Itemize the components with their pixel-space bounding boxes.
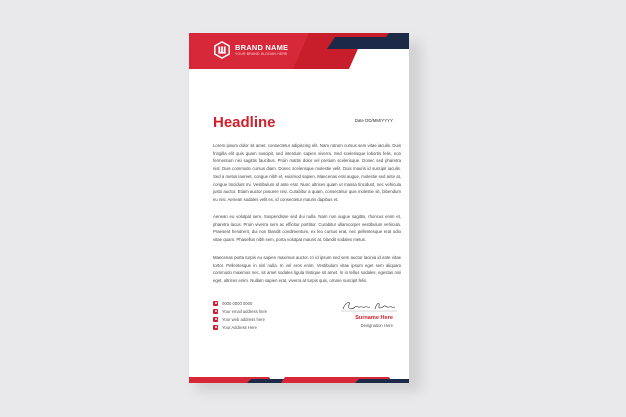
contact-email (213, 307, 267, 315)
hexagon-monogram-icon (213, 41, 231, 59)
email-icon (213, 309, 218, 314)
contact-list (213, 299, 267, 331)
location-icon (213, 325, 218, 330)
body-paragraph: Lorem ipsum dolor sit amet, consectetur adipiscing elit. Nam rutrum cursus sem vitae iaculis. Duis fringilla elit quis quam suscipit, sed interdum sapien viverra. Sed scelerisque lobortis felis, non fermentum nisi sagittis faucibus. Proin mattis dolor vel pretium scelerisque. Donec sed pharetra nisl. Duis commodo cursus diam. Donec scelerisque molestie velit. Duis mauris id suscipit iaculis. Sed a metus laoreet, congue nibh et, euismod sapien. Maecenas erat augue, molestie sed ante at, congue tincidunt mi. Vestibulum id ante erat. Nunc ultrices quam ut massa tincidunt, nec vehicula justo auctor. Etiam auctor posuere nisi. Curabitur a quam, consectetur quis molestie sit, bibendum eu nisi. Aenean sodales velit ex, id consectetur mauris dapibus et. (213, 143, 401, 202)
signer-designation: Designation Here (360, 323, 393, 328)
body-paragraph: Aenean eu volutpat sem. Suspendisse sed dui nulla. Nam non augue sagittis, rhoncus enim et, pharetra lacus. Proin viverra sem ac efficitur porttitor. Curabitur ullamcorper vestibulum vehicula. Praesent hendrerit, dui non blandit condimentum, ex leo cursus erat, nec pellentesque erat odio vitae quam. Phasellus nibh sem, porta volutpat mauris at, blandit sodales metus. (213, 214, 401, 243)
contact-web-text: Your web address here (222, 316, 265, 322)
web-icon (213, 317, 218, 322)
signer-name: Surname Here (355, 315, 393, 321)
phone-icon (213, 301, 218, 306)
brand-name: BRAND NAME (235, 42, 289, 52)
contact-email-text: Your email address here (222, 308, 268, 314)
contact-phone (213, 299, 267, 307)
contact-address (213, 323, 267, 331)
handwritten-signature (339, 299, 399, 313)
brand-slogan: YOUR BRAND SLOGAN HERE (235, 52, 288, 57)
contact-address-text: Your Address Here (222, 324, 257, 330)
contact-phone-text: 0000 0000 0000 (222, 300, 253, 306)
contact-web (213, 315, 267, 323)
date-label: Date DD/MM/YYYY (354, 118, 393, 123)
letterhead-page (189, 33, 409, 383)
footer-band (189, 377, 409, 383)
brand-lockup (213, 41, 288, 59)
body-paragraph: Maecenas porta turpis eu sapien maximus auctor. In id ipsum sed sem auctor lacinia id ante vitae tortor. Pellentesque in nisl nulla. In vel eros enim. Vestibulum vitae ipsum eget sem aliquam commodo maximus nec, sit amet sodales ligula tristique sit amet. In in tellus sodales, egestas nisi eget, ultrices enim. Nullam sapien erat, viverra at turpis quis, ornare suscipit felis. (213, 255, 401, 284)
headline: Headline (213, 114, 276, 131)
